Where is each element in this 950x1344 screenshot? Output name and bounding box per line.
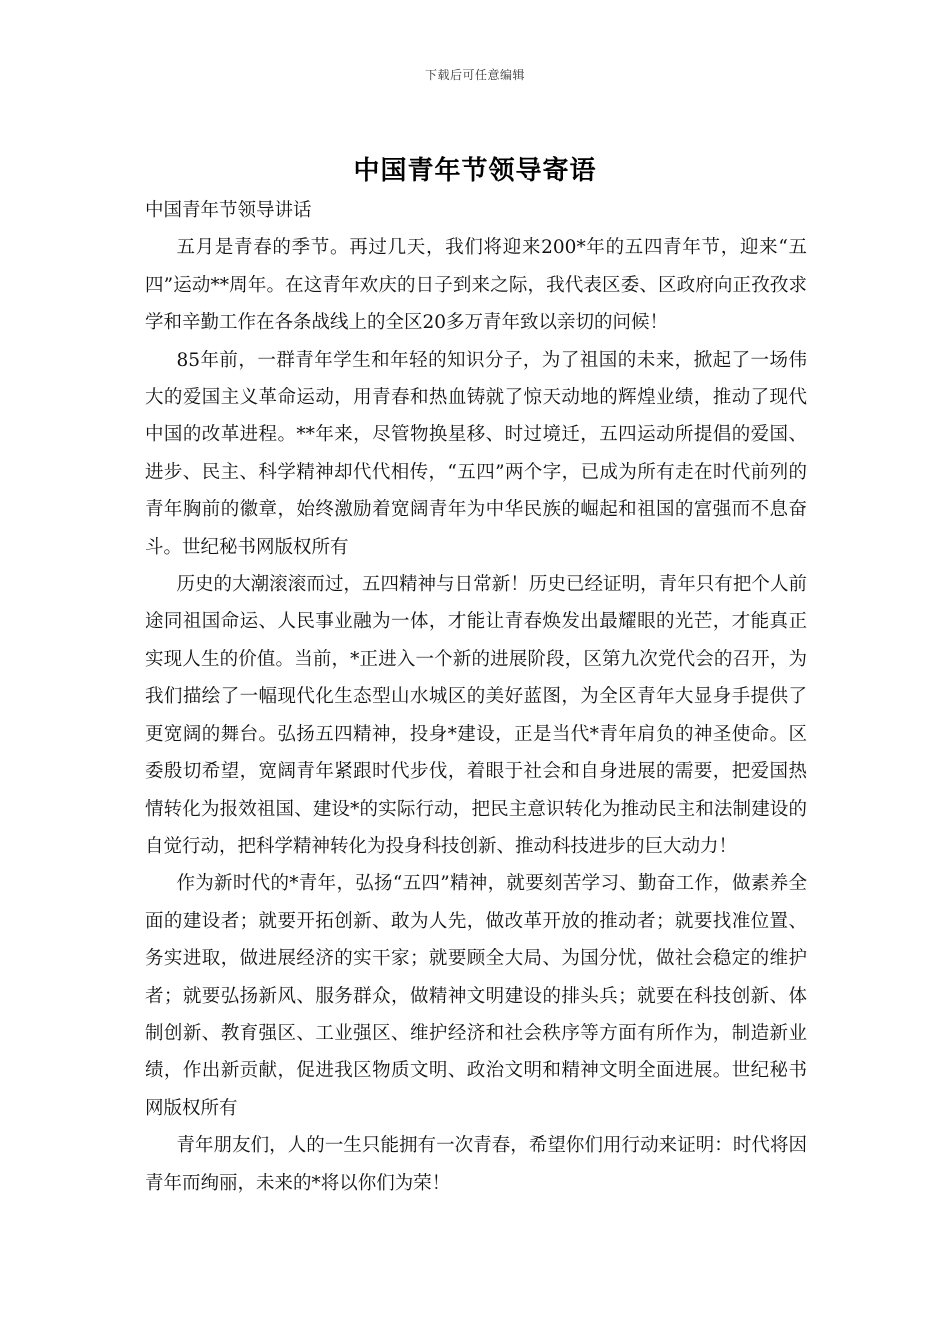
- paragraph: 青年朋友们，人的一生只能拥有一次青春，希望你们用行动来证明：时代将因青年而绚丽，未来的*将以你们为荣！: [145, 1135, 807, 1194]
- paragraph: 五月是青春的季节。再过几天，我们将迎来200*年的五四青年节，迎来“五四”运动**周年。在这青年欢庆的日子到来之际，我代表区委、区政府向正孜孜求学和辛勤工作在各条战线上的全区20多万青年致以亲切的问候！: [145, 237, 807, 334]
- header-note: 下载后可任意编辑: [424, 68, 525, 82]
- paragraph: 85年前，一群青年学生和年轻的知识分子，为了祖国的未来，掀起了一场伟大的爱国主义革命运动，用青春和热血铸就了惊天动地的辉煌业绩，推动了现代中国的改革进程。**年来，尽管物换星移、时过境迁，五四运动所提倡的爱国、进步、民主、科学精神却代代相传，“五四”两个字，已成为所有走在时代前列的青年胸前的徽章，始终激励着宽阔青年为中华民族的崛起和祖国的富强而不息奋斗。世纪秘书网版权所有: [145, 349, 807, 558]
- paragraph: 作为新时代的*青年，弘扬“五四”精神，就要刻苦学习、勤奋工作，做素养全面的建设者；就要开拓创新、敢为人先，做改革开放的推动者；就要找准位置、务实进取，做进展经济的实干家；就要顾全大局、为国分忧，做社会稳定的维护者；就要弘扬新风、服务群众，做精神文明建设的排头兵；就要在科技创新、体制创新、教育强区、工业强区、维护经济和社会秩序等方面有所作为，制造新业绩，作出新贡献，促进我区物质文明、政治文明和精神文明全面进展。世纪秘书网版权所有: [145, 873, 807, 1119]
- document-subtitle: 中国青年节领导讲话: [145, 200, 312, 221]
- paragraph: 历史的大潮滚滚而过，五四精神与日常新！历史已经证明，青年只有把个人前途同祖国命运、人民事业融为一体，才能让青春焕发出最耀眼的光芒，才能真正实现人生的价值。当前，*正进入一个新的进展阶段，区第九次党代会的召开，为我们描绘了一幅现代化生态型山水城区的美好蓝图，为全区青年大显身手提供了更宽阔的舞台。弘扬五四精神，投身*建设，正是当代*青年肩负的神圣使命。区委殷切希望，宽阔青年紧跟时代步伐，着眼于社会和自身进展的需要，把爱国热情转化为报效祖国、建设*的实际行动，把民主意识转化为推动民主和法制建设的自觉行动，把科学精神转化为投身科技创新、推动科技进步的巨大动力！: [145, 574, 807, 857]
- document-body: [145, 192, 807, 1202]
- document-title: 中国青年节领导寄语: [353, 156, 597, 186]
